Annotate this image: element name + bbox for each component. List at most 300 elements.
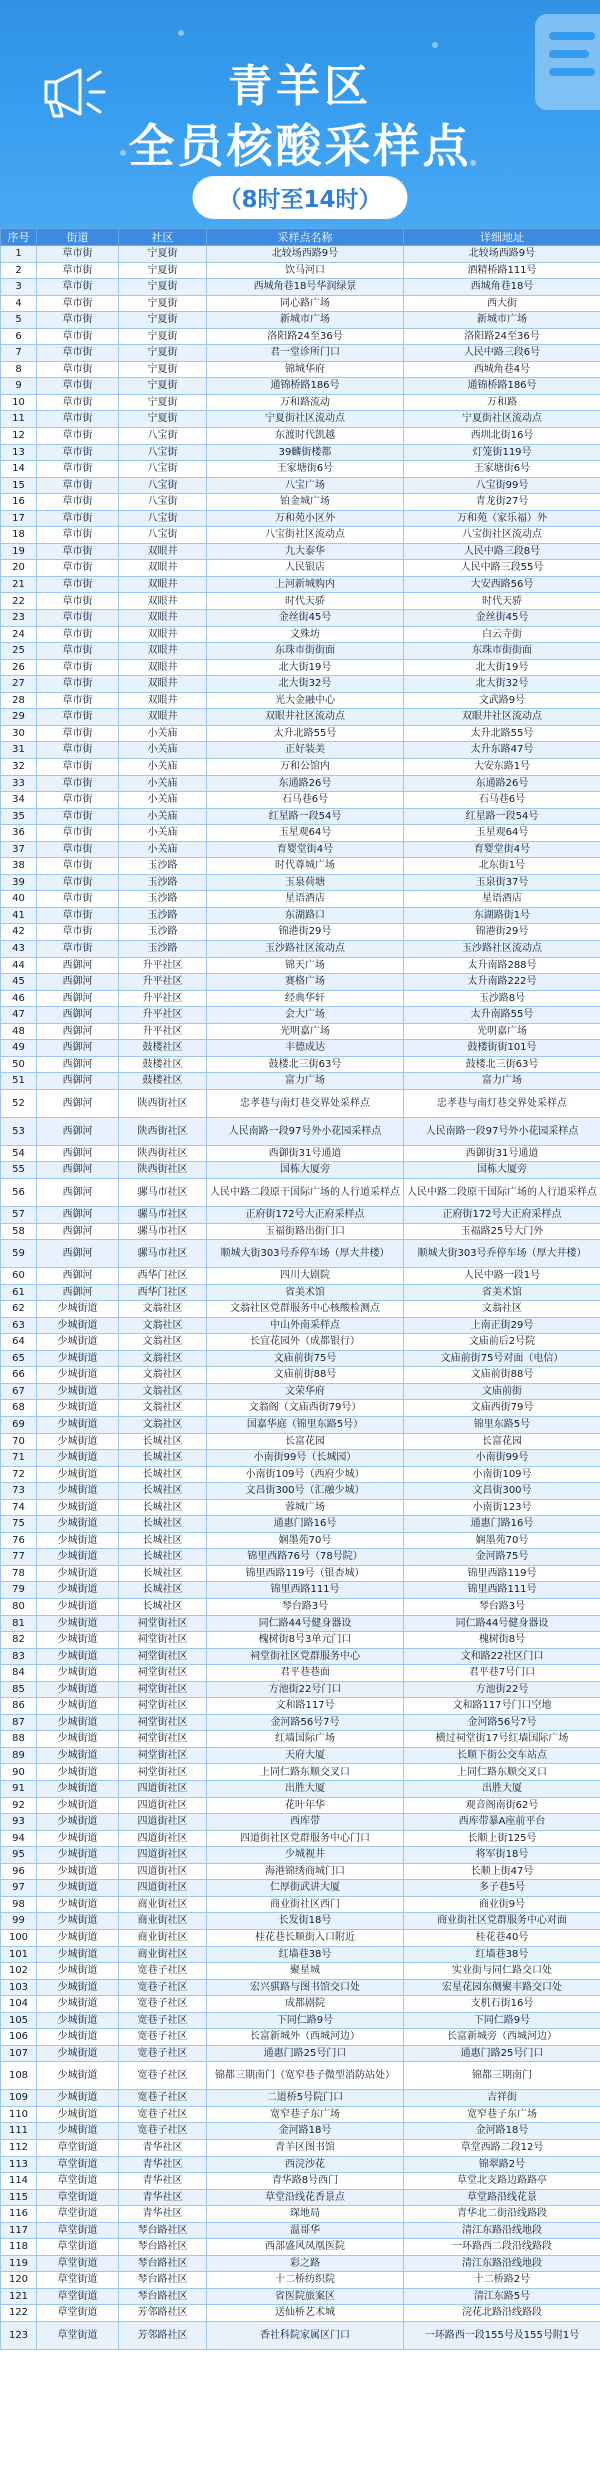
cell-street: 草市街 [37,725,119,742]
cell-site-name: 红星路一段54号 [207,808,404,825]
cell-site-name: 长富新城外（西城河边） [207,2029,404,2046]
cell-address: 玉沙路8号 [404,990,600,1007]
cell-street: 少城街道 [37,1350,119,1367]
cell-index: 17 [1,510,37,527]
cell-street: 少城街道 [37,1946,119,1963]
cell-street: 西御河 [37,1284,119,1301]
cell-site-name: 39麟街楼都 [207,444,404,461]
table-row [1,1847,600,1864]
table-row [1,2062,600,2090]
cell-street: 少城街道 [37,1896,119,1913]
table-row [1,543,600,560]
table-row [1,1599,600,1616]
cell-site-name: 红墙巷38号 [207,1946,404,1963]
table-row [1,907,600,924]
table-row [1,2321,600,2349]
table-row [1,1466,600,1483]
cell-address: 太升东路47号 [404,742,600,759]
cell-address: 太升南路55号 [404,1007,600,1024]
cell-index: 79 [1,1582,37,1599]
table-row [1,692,600,709]
cell-index: 87 [1,1714,37,1731]
cell-site-name: 琛地局 [207,2206,404,2223]
cell-site-name: 长富花园 [207,1433,404,1450]
table-row [1,328,600,345]
cell-index: 105 [1,2012,37,2029]
cell-street: 少城街道 [37,1747,119,1764]
cell-index: 11 [1,411,37,428]
table-row [1,1797,600,1814]
cell-address: 人民中路三段6号 [404,345,600,362]
cell-community: 宁夏街 [119,295,207,312]
cell-community: 玉沙路 [119,940,207,957]
cell-community: 双眼井 [119,643,207,660]
table-row [1,1681,600,1698]
cell-street: 草市街 [37,246,119,263]
table-row [1,2045,600,2062]
cell-address: 文庙前街 [404,1383,600,1400]
cell-street: 少城街道 [37,1847,119,1864]
cell-street: 草堂街道 [37,2156,119,2173]
cell-site-name: 红墙国际广场 [207,1731,404,1748]
cell-site-name: 中山外南采样点 [207,1317,404,1334]
cell-index: 110 [1,2106,37,2123]
cell-index: 42 [1,924,37,941]
cell-index: 32 [1,758,37,775]
cell-site-name: 玉沙路社区流动点 [207,940,404,957]
cell-street: 草市街 [37,891,119,908]
cell-address: 东通路26号 [404,775,600,792]
cell-street: 少城街道 [37,2123,119,2140]
cell-address: 出胜大厦 [404,1781,600,1798]
cell-street: 少城街道 [37,1863,119,1880]
cell-index: 63 [1,1317,37,1334]
cell-index: 22 [1,593,37,610]
cell-index: 40 [1,891,37,908]
cell-index: 65 [1,1350,37,1367]
cell-site-name: 十二桥纺织院 [207,2272,404,2289]
cell-index: 115 [1,2189,37,2206]
cell-street: 少城街道 [37,2029,119,2046]
cell-street: 少城街道 [37,1814,119,1831]
cell-community: 四道街社区 [119,1847,207,1864]
cell-site-name: 西浣沙花 [207,2156,404,2173]
cell-site-name: 桂花巷长顺街入口附近 [207,1929,404,1946]
cell-site-name: 国嘉华庭（锦里东路5号） [207,1417,404,1434]
cell-index: 107 [1,2045,37,2062]
cell-site-name: 锦天广场 [207,957,404,974]
cell-address: 玉福路25号大门外 [404,1223,600,1240]
cell-community: 文翁社区 [119,1301,207,1318]
cell-site-name: 君一堂诊所门口 [207,345,404,362]
cell-address: 大安西路56号 [404,576,600,593]
cell-site-name: 北大街19号 [207,659,404,676]
cell-site-name: 锦港街29号 [207,924,404,941]
table-row [1,1240,600,1268]
cell-street: 草市街 [37,394,119,411]
cell-index: 35 [1,808,37,825]
cell-street: 草市街 [37,477,119,494]
cell-index: 9 [1,378,37,395]
table-row [1,891,600,908]
cell-community: 双眼井 [119,610,207,627]
cell-address: 忠孝巷与南灯巷交界处采样点 [404,1089,600,1117]
cell-index: 104 [1,1996,37,2013]
cell-site-name: 长发街18号 [207,1913,404,1930]
cell-site-name: 人民银店 [207,560,404,577]
cell-community: 骡马市社区 [119,1206,207,1223]
cell-site-name: 会大广场 [207,1007,404,1024]
cell-index: 53 [1,1117,37,1145]
cell-index: 12 [1,428,37,445]
cell-community: 宁夏街 [119,246,207,263]
cell-community: 升平社区 [119,974,207,991]
cell-address: 太升北路55号 [404,725,600,742]
table-row [1,1350,600,1367]
cell-street: 草市街 [37,428,119,445]
cell-index: 96 [1,1863,37,1880]
cell-street: 少城街道 [37,1317,119,1334]
cell-site-name: 同仁路44号健身器设 [207,1615,404,1632]
cell-index: 2 [1,262,37,279]
table-row [1,1863,600,1880]
cell-street: 草市街 [37,444,119,461]
table-row [1,295,600,312]
cell-index: 47 [1,1007,37,1024]
cell-community: 琴台路社区 [119,2272,207,2289]
table-row [1,1963,600,1980]
cell-community: 小关庙 [119,742,207,759]
cell-index: 121 [1,2288,37,2305]
table-row [1,1814,600,1831]
cell-address: 吉祥街 [404,2090,600,2107]
cell-site-name: 玉星观64号 [207,825,404,842]
cell-community: 文翁社区 [119,1417,207,1434]
cell-address: 槐树街8号 [404,1632,600,1649]
cell-index: 59 [1,1240,37,1268]
cell-street: 少城街道 [37,1913,119,1930]
cell-address: 文武路9号 [404,692,600,709]
cell-index: 74 [1,1499,37,1516]
cell-index: 72 [1,1466,37,1483]
cell-site-name: 西城角巷18号华润绿景 [207,279,404,296]
cell-street: 草市街 [37,494,119,511]
cell-site-name: 北较场西路9号 [207,246,404,263]
cell-community: 双眼井 [119,560,207,577]
table-row [1,610,600,627]
cell-street: 草市街 [37,593,119,610]
table-row [1,1383,600,1400]
cell-community: 升平社区 [119,990,207,1007]
cell-community: 芳邻路社区 [119,2321,207,2349]
table-row [1,2189,600,2206]
table-row [1,477,600,494]
cell-site-name: 省医院旅案区 [207,2288,404,2305]
cell-index: 36 [1,825,37,842]
table-row [1,940,600,957]
cell-index: 109 [1,2090,37,2107]
cell-community: 八宝街 [119,444,207,461]
cell-community: 升平社区 [119,957,207,974]
cell-site-name: 上河新城购内 [207,576,404,593]
cell-address: 玉星观64号 [404,825,600,842]
cell-site-name: 方池街22号门口 [207,1681,404,1698]
cell-address: 文庙前街75号对面（电信） [404,1350,600,1367]
cell-community: 鼓楼社区 [119,1056,207,1073]
cell-community: 长城社区 [119,1433,207,1450]
table-row [1,1896,600,1913]
cell-index: 117 [1,2222,37,2239]
cell-street: 草市街 [37,643,119,660]
cell-index: 93 [1,1814,37,1831]
cell-street: 少城街道 [37,1301,119,1318]
cell-address: 东湖路街1号 [404,907,600,924]
cell-community: 陕西街社区 [119,1089,207,1117]
cell-index: 57 [1,1206,37,1223]
cell-site-name: 送仙桥艺术城 [207,2305,404,2322]
cell-street: 少城街道 [37,2106,119,2123]
cell-index: 64 [1,1334,37,1351]
cell-street: 草市街 [37,295,119,312]
table-row [1,345,600,362]
cell-community: 长城社区 [119,1582,207,1599]
table-row [1,808,600,825]
column-header-street: 街道 [37,229,119,246]
cell-street: 草堂街道 [37,2321,119,2349]
cell-community: 陕西街社区 [119,1162,207,1179]
table-row [1,560,600,577]
cell-address: 通惠门路25号门口 [404,2045,600,2062]
cell-index: 103 [1,1979,37,1996]
cell-index: 61 [1,1284,37,1301]
table-row [1,2288,600,2305]
cell-index: 69 [1,1417,37,1434]
cell-site-name: 锦里西路76号（78号院） [207,1549,404,1566]
cell-index: 38 [1,858,37,875]
cell-community: 青华社区 [119,2189,207,2206]
cell-address: 长富新城旁（西城河边） [404,2029,600,2046]
cell-street: 草堂街道 [37,2222,119,2239]
cell-site-name: 玉福街路出街门口 [207,1223,404,1240]
cell-street: 少城街道 [37,1781,119,1798]
poster-header [0,0,600,228]
cell-address: 方池街22号 [404,1681,600,1698]
cell-community: 文翁社区 [119,1367,207,1384]
table-row [1,1433,600,1450]
cell-index: 46 [1,990,37,1007]
cell-street: 草市街 [37,262,119,279]
table-row [1,378,600,395]
cell-address: 同仁路44号健身器设 [404,1615,600,1632]
cell-community: 双眼井 [119,692,207,709]
cell-index: 78 [1,1565,37,1582]
cell-street: 少城街道 [37,1979,119,1996]
cell-community: 双眼井 [119,676,207,693]
cell-site-name: 锦都三期南门（宽窄巷子微型消防站处） [207,2062,404,2090]
cell-address: 鼓楼北三街63号 [404,1056,600,1073]
cell-street: 西御河 [37,1089,119,1117]
table-row [1,2255,600,2272]
cell-street: 少城街道 [37,2090,119,2107]
cell-community: 双眼井 [119,709,207,726]
cell-address: 石马巷6号 [404,792,600,809]
cell-index: 7 [1,345,37,362]
cell-address: 商业街社区党群服务中心对面 [404,1913,600,1930]
cell-site-name: 彩之路 [207,2255,404,2272]
cell-community: 玉沙路 [119,858,207,875]
table-row [1,279,600,296]
cell-address: 草堂北支路边路路亭 [404,2173,600,2190]
cell-street: 西御河 [37,1178,119,1206]
cell-community: 小关庙 [119,758,207,775]
table-row [1,361,600,378]
table-row [1,1317,600,1334]
cell-site-name: 新城市广场 [207,312,404,329]
cell-street: 草堂街道 [37,2305,119,2322]
cell-community: 双眼井 [119,543,207,560]
cell-community: 商业街社区 [119,1896,207,1913]
cell-street: 西御河 [37,1223,119,1240]
cell-community: 八宝街 [119,461,207,478]
cell-index: 37 [1,841,37,858]
cell-street: 少城街道 [37,1466,119,1483]
cell-community: 宁夏街 [119,279,207,296]
cell-street: 草市街 [37,907,119,924]
cell-community: 祠堂街社区 [119,1632,207,1649]
cell-street: 少城街道 [37,1532,119,1549]
cell-address: 小南街123号 [404,1499,600,1516]
cell-community: 八宝街 [119,428,207,445]
table-row [1,2222,600,2239]
cell-site-name: 商业街社区西门 [207,1896,404,1913]
table-row [1,1698,600,1715]
cell-index: 8 [1,361,37,378]
cell-address: 草堂西路二段12号 [404,2139,600,2156]
cell-address: 小南街99号 [404,1450,600,1467]
cell-site-name: 小南街109号（西府少城） [207,1466,404,1483]
cell-community: 双眼井 [119,593,207,610]
cell-site-name: 丰德成达 [207,1040,404,1057]
cell-index: 70 [1,1433,37,1450]
cell-index: 75 [1,1516,37,1533]
cell-community: 小关庙 [119,725,207,742]
cell-street: 草市街 [37,411,119,428]
table-row [1,1665,600,1682]
table-row [1,1284,600,1301]
cell-address: 文和路22社区门口 [404,1648,600,1665]
cell-site-name: 文翁阁（文庙西街79号） [207,1400,404,1417]
cell-index: 101 [1,1946,37,1963]
cell-street: 西御河 [37,1040,119,1057]
cell-site-name: 娴墨苑70号 [207,1532,404,1549]
cell-street: 草堂街道 [37,2173,119,2190]
cell-site-name: 东珠市街街面 [207,643,404,660]
cell-address: 宏星花园东侧聚丰路交口处 [404,1979,600,1996]
cell-site-name: 西御街31号通道 [207,1145,404,1162]
cell-address: 太升南路222号 [404,974,600,991]
cell-index: 27 [1,676,37,693]
cell-community: 琴台路社区 [119,2288,207,2305]
cell-address: 十二桥路2号 [404,2272,600,2289]
cell-site-name: 东湖路口 [207,907,404,924]
cell-community: 四道街社区 [119,1863,207,1880]
cell-community: 升平社区 [119,1023,207,1040]
cell-address: 观音阁南街62号 [404,1797,600,1814]
cell-street: 草堂街道 [37,2288,119,2305]
cell-street: 少城街道 [37,1698,119,1715]
table-row [1,1516,600,1533]
table-row [1,643,600,660]
cell-community: 芳邻路社区 [119,2305,207,2322]
cell-street: 西御河 [37,1206,119,1223]
cell-street: 草市街 [37,792,119,809]
cell-address: 新城市广场 [404,312,600,329]
cell-community: 琴台路社区 [119,2255,207,2272]
cell-street: 西御河 [37,1162,119,1179]
column-header-index: 序号 [1,229,37,246]
table-row [1,1714,600,1731]
cell-index: 92 [1,1797,37,1814]
cell-index: 118 [1,2239,37,2256]
cell-street: 少城街道 [37,1615,119,1632]
cell-index: 111 [1,2123,37,2140]
cell-site-name: 温哥华 [207,2222,404,2239]
table-row [1,775,600,792]
cell-site-name: 聚星城 [207,1963,404,1980]
cell-site-name: 西部盛风凤凰医院 [207,2239,404,2256]
cell-address: 文和路117号门口空地 [404,1698,600,1715]
cell-index: 25 [1,643,37,660]
cell-community: 祠堂街社区 [119,1648,207,1665]
cell-community: 小关庙 [119,775,207,792]
cell-address: 酒精桥路111号 [404,262,600,279]
cell-index: 41 [1,907,37,924]
cell-street: 少城街道 [37,1400,119,1417]
cell-street: 草市街 [37,742,119,759]
cell-community: 八宝街 [119,477,207,494]
cell-street: 草市街 [37,461,119,478]
cell-site-name: 洛阳路24至36号 [207,328,404,345]
cell-street: 少城街道 [37,1334,119,1351]
cell-community: 祠堂街社区 [119,1747,207,1764]
cell-index: 54 [1,1145,37,1162]
cell-address: 一环路西二段沿线路段 [404,2239,600,2256]
cell-street: 草市街 [37,858,119,875]
cell-street: 少城街道 [37,1499,119,1516]
cell-community: 文翁社区 [119,1334,207,1351]
cell-address: 正府街172号大正府采样点 [404,1206,600,1223]
cell-street: 草堂街道 [37,2139,119,2156]
cell-site-name: 时代天骄 [207,593,404,610]
table-row [1,1040,600,1057]
cell-community: 小关庙 [119,825,207,842]
cell-index: 45 [1,974,37,991]
cell-community: 青华社区 [119,2156,207,2173]
cell-site-name: 赛格广场 [207,974,404,991]
cell-site-name: 香社科院家属区门口 [207,2321,404,2349]
cell-street: 少城街道 [37,1450,119,1467]
column-header-community: 社区 [119,229,207,246]
cell-site-name: 花叶年华 [207,1797,404,1814]
table-row [1,1073,600,1090]
cell-street: 草市街 [37,775,119,792]
cell-street: 草市街 [37,361,119,378]
cell-site-name: 万和路流动 [207,394,404,411]
cell-site-name: 天府大厦 [207,1747,404,1764]
cell-community: 鼓楼社区 [119,1073,207,1090]
table-row [1,1023,600,1040]
table-row [1,1582,600,1599]
